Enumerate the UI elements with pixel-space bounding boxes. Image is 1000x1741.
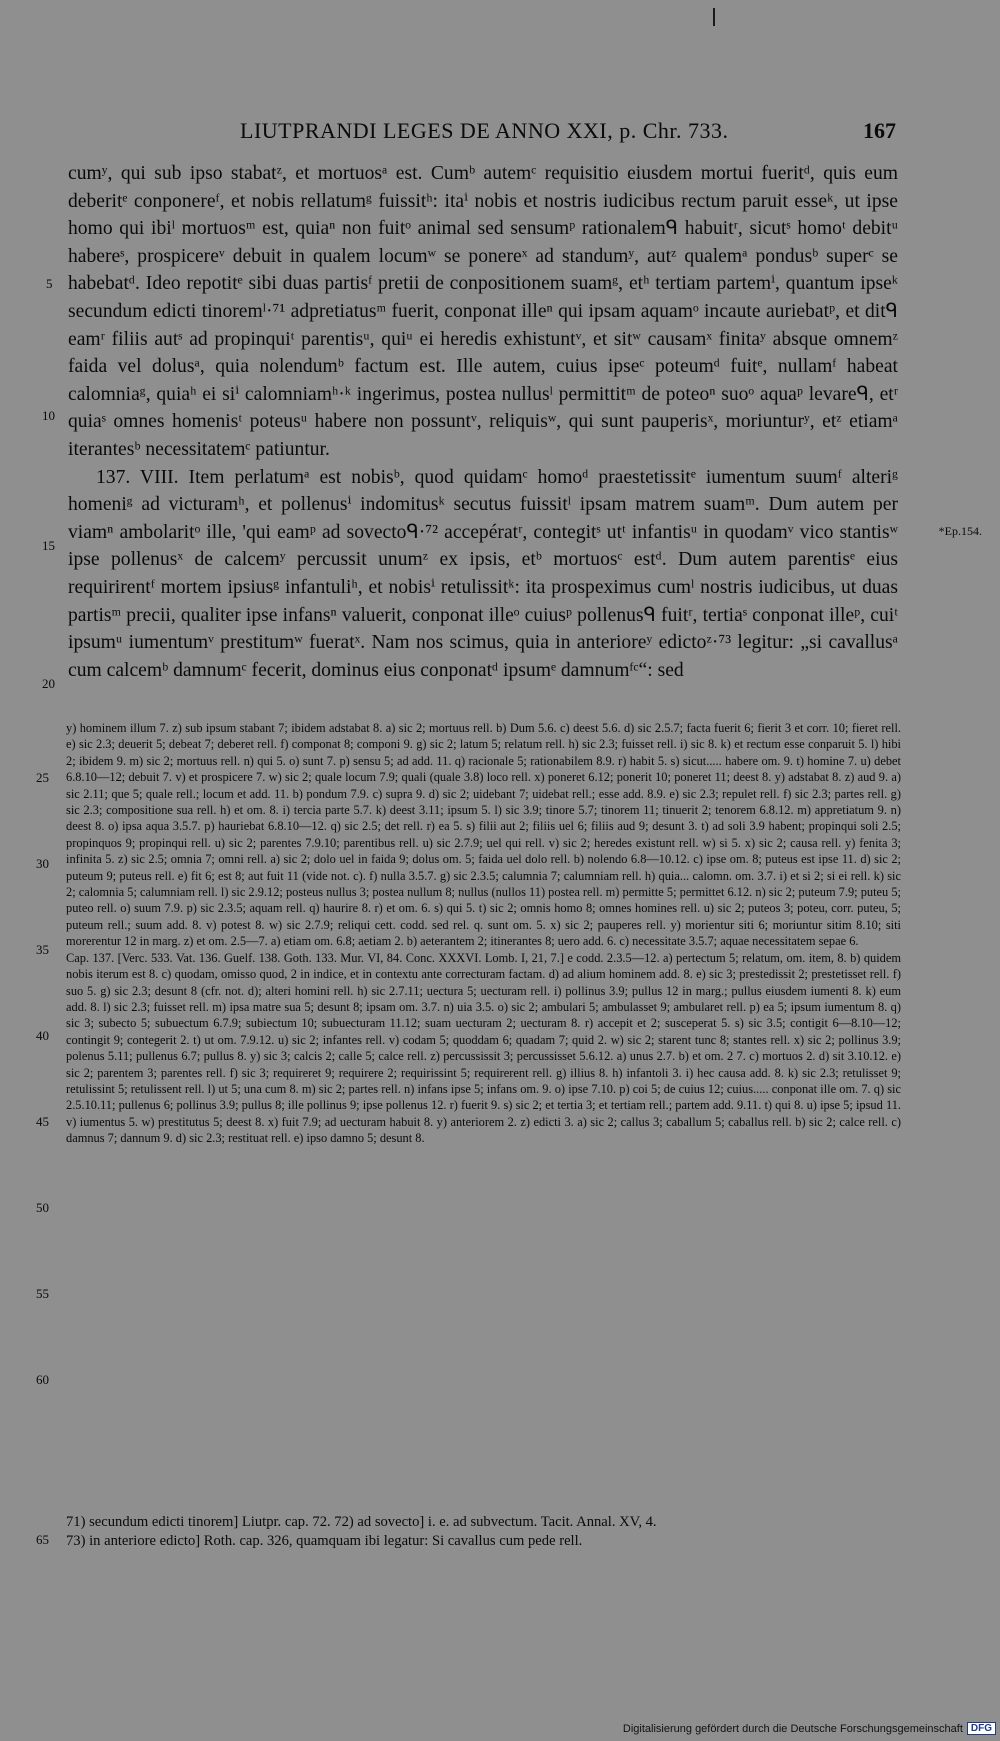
apparatus-chapter-136: y) hominem illum 7. z) sub ipsum stabant 7; ibidem adstabat 8. a) sic 2; mortuus rell. b) Dum 5.6. c) deest 5.6. d) sic 2.5.7; facta fuerit 6; fierit 3 et corr. 10; fieret rell. e) sic 2.3; deuerit 5; debeat 7; deberet rell. f) componat 8; componi 9. g) sic 2; latum 5; relatum rell. h) sic 2.3; fuisset rell. i) sic 8. k) et rectum esse conparuit 5. l) hibi 2; ibidem 9. m) sic 2; mortuus rell. n) qui 5. o) sunt 7. p) sensu 5; ad add. 11. q) racionale 5; rationabilem 8.9. r) habit 5. s) sicut..... habere om. 9. t) homine 7. u) debet 6.8.10—12; debuit 7. v) et prospicere 7. w) sic 2; quale locum 7.9; quali (quale 3.8) loco rell. x) poneret 6.12; ponerit 10; poneret 11; deest 8. y) adstabat 8. z) aud 9. a) sic 2.11; que 5; quale rell.; locum et add. 11. b) pondum 7.9. c) supra 9. d) sic 2; uidebant 7; uidebat rell.; esse add. 8.9. e) sic 2.3; repulet rell. f) sic 2.3; partes rell. g) sic 2.3; compositione sua rell. h) et om. 8. i) tercia parte 5.7. k) deest 3.11; ipsum 5. l) sic 3.9; tinore 5.7; tinorem 11; tinuerit 2; tenorem 6.8.12. m) appretiatum 9. n) deest 8. o) ipsa aqua 3.5.7. p) hauriebat 6.8.10—12. q) sic 2.5; det rell. r) ea 5. s) filii aut 2; filiis uel 6; filiis aud 9; desunt 3. t) ad soli 3.9 habent; propinqui soli 2.5; propinquos 9; propinqui rell. u) sic 2; parentes 7.9.10; parentibus rell. u) sic 2.7.9; uel qui rell. v) sic 2; heredes existunt rell. w) si 5. x) sic 2; causa rell. y) fenita 3; infinita 5. z) sic 2.5; omnia 7; omni rell. a) sic 2; dolo uel in faida 9; dolus om. 5; faida uel dolo rell. b) nolendo 6.8—10.12. c) ipse om. 8; puteus est ipse 11. d) sic 2; puteum 9; puteus rell. e) fit 6; est 8; aut fuit 11 (vide not. c). f) nulla 3.5.7. g) sic 2.3.5; calumnia 7; calumniam rell. h) quia... calomn. om. 3.7. i) et si 2; si ei rell. k) sic 2; calomnia 5; calumniam rell. l) sic 2.9.12; posteus nullus 3; postea nullum 8; nullus (nullos 11) postea rell. m) permitte 5; permittet 6.12. n) sic 2; puteum 7.9; puteu 5; puteo rell. o) suum 7.9. p) sic 2.3.5; aquam rell. q) haurire 8. r) et om. 6. s) qui 5. t) sic 2; omnis homo 8; omnes homines rell. u) sic 2; puteos 3; poteu, corr. puteu, 5; puteum rell.; suum add. 8. v) potest 8. w) sic 2.7.9; reliqui cett. codd. sed rel. q. sunt om. 5. x) sic 2; pauperes rell. y) morientur siti 6; moriuntur sitim 8.10; siti morerentur 12 in marg. z) et om. 2.5—7. a) etiam om. 6.8; aetiam 2. b) aeterantem 2; itinerantes 8; uero add. 6. c) necessitate 3.5.7; aquae necessitatem sepae 6. xyxy=(66,721,901,949)
page-number: 167 xyxy=(863,118,896,143)
line-number: 10 xyxy=(42,408,55,423)
footnotes xyxy=(66,1513,901,1551)
apparatus-chapter-137: Cap. 137. [Verc. 533. Vat. 136. Guelf. 138. Goth. 133. Mur. VI, 84. Conc. XXXVI. Lomb. I, 21, 7.] e codd. 2.3.5—12. a) pertectum 5; relatum, om. item, 8. b) quidem nobis iterum est 8. c) quodam, omisso quod, 2 in indice, et in contextu ante correcturam factam. d) ad alium hominem add. 8. e) sic 3; prestedissit 2; prestetisset rell. f) suo 5. g) sic 2.3; desunt 8 (cfr. not. d); alteri homini rell. h) sic 2.7.11; uectura 5; uecturam rell. i) pollinus 3.9; pullus 12 in marg.; pullus eiusdem iumenti 8. k) eum add. 8. l) sic 2.3; fuisset rell. m) ipsa matre sua 5; desunt 8; ipsam om. 3.7. n) uia 3.5. o) sic 2; ambulari 5; ambulasset 9; ambularet rell. p) ea 5; ipsum iumentum 8. q) sic 3; subecto 5; subuectum 6.7.9; subiectum 10; subuecturam 11.12; suam uecturam 2; uecturam 8. r) accepit et 2; susceperat 5. s) sic 3.5; contigit 6—8.10—12; contingit 9; contegerit 2. t) ut om. 7.9.12. u) sic 2; infantes rell. v) codam 5; quoddam 6; quadam 7; quid 2. w) sic 2; starent tunc 8; stantes rell. x) sic 2; pollinus 3.9; polenus 5.11; pullenus 6.7; pullus 8. y) sic 3; calcis 2; calle 5; calce rell. z) percussissit 3; percussisset 5.6.12. a) unus 2.7. b) et om. 2 7. c) mortuos 2. d) sit 3.10.12. e) sic 2; parentem 3; parentes rell. f) sic 3; requireret 9; requirere 2; requirissint 5; requirerent rell. g) illius 8. h) infantoli 3. i) hec causa add. 8. k) sic 2.3; retulisset 9; retulissint 5; retulissent rell. l) ut 5; una cum 8. m) sic 2; partes rell. n) infans ipse 5; infans om. 9. o) ipse 7.10. p) coi 5; de cuius 12; cuius..... conponat ille om. 7. q) sic 2.5.10.11; pullenus 6; pollinus 3.9; pullus 8; ille pollinus 9; ipse pollenus 12. r) fuerit 9. s) sic 2; et tertia 3; et tertiam rell.; partem add. 9.11. t) qui 8. u) ipse 5; ipsud 11. v) iumentus 5. w) prestitutus 5; deest 8. x) fuit 7.9; ad uecturam habuit 8. y) anteriorem 2. z) edicti 3. a) sic 2; callus 3; caballum 5; caballus rell. b) sic 2; calce rell. c) damnus 7; dannum 9. d) sic 2.3; restituat rell. e) ipso damno 5; desunt 8. xyxy=(66,950,901,1146)
paragraph-continued: cumʸ, qui sub ipso stabatᶻ, et mortuosᵃ est. Cumᵇ autemᶜ requisitio eiusdem mortui fueritᵈ, quis eum deberitᵉ conponereᶠ, et nobis rellatumᵍ fuissitʰ: itaⁱ nobis et nostris iudicibus rectum paruit esseᵏ, ut ipse homo qui ibiˡ mortuosᵐ est, quiaⁿ non fuitᵒ animal sed sensumᵖ rationalemᑫ habuitʳ, sicutˢ homoᵗ debitᵘ habereˢ, prospicereᵛ debuit in qualem locumʷ se ponereˣ ad standumʸ, autᶻ qualemᵃ pondusᵇ superᶜ se habebatᵈ. Ideo repotitᵉ sibi duas partisᶠ pretii de conpositionem suamᵍ, etʰ tertiam partemⁱ, quantum ipseᵏ secundum edicti tinoremˡ·⁷¹ adpretiatusᵐ fuerit, conponat illeⁿ qui ipsam aquamᵒ incaute auriebatᵖ, et ditᑫ eamʳ filiis autˢ ad propinquiᵗ parentisᵘ, quiᵘ ei heredis exhistuntᵛ, et sitʷ causamˣ finitaʸ absque omnemᶻ faida vel dolusᵃ, quia nolendumᵇ factum est. Ille autem, cuius ipseᶜ poteumᵈ fuitᵉ, nullamᶠ habeat calomniaᵍ, quiaʰ ei siⁱ calomniamʰ·ᵏ ingerimus, postea nullusˡ permittitᵐ de poteoⁿ suoᵒ aquaᵖ levareᑫ, etʳ quiaˢ omnes homenisᵗ poteusᵘ habere non possuntᵛ, reliquisʷ, qui sunt pauperisˣ, moriunturʸ, etᶻ etiamᵃ iterantesᵇ necessitatemᶜ patiuntur. xyxy=(68,163,898,460)
footnote-73: 73) in anteriore edicto] Roth. cap. 326, quamquam ibi legatur: Si cavallus cum pede rell. xyxy=(66,1533,583,1549)
line-number: 35 xyxy=(36,942,49,957)
line-number: 15 xyxy=(42,538,55,553)
margin-note: *Ep.154. xyxy=(938,524,982,538)
dfg-logo: DFG xyxy=(967,1722,996,1735)
line-number: 40 xyxy=(36,1028,49,1043)
footnote-71-72: 71) secundum edicti tinorem] Liutpr. cap. 72. 72) ad sovecto] i. e. ad subvectum. Tacit. Annal. XV, 4. xyxy=(66,1514,657,1530)
line-number: 60 xyxy=(36,1372,49,1387)
digitization-credit xyxy=(623,1722,996,1735)
running-title: LIUTPRANDI LEGES DE ANNO XXI, p. Chr. 733. xyxy=(240,118,729,143)
line-number: 5 xyxy=(46,276,53,291)
line-number: 25 xyxy=(36,770,49,785)
line-number: 30 xyxy=(36,856,49,871)
credit-text: Digitalisierung gefördert durch die Deutsche Forschungsgemeinschaft xyxy=(622,1722,963,1735)
critical-apparatus xyxy=(66,720,901,1147)
paragraph-137: 137. VIII. Item perlatumᵃ est nobisᵇ, quod quidamᶜ homoᵈ praestetissitᵉ iumentum suumᶠ alteriᵍ homeniᵍ ad victuramʰ, et pollenusⁱ indomitusᵏ secutus fuissitˡ ipsam matrem suamᵐ. Dum autem per viamⁿ ambolaritᵒ ille, 'qui eamᵖ ad sovectoᑫ·⁷² accepératʳ, contegitˢ utᵗ infantisᵘ in quodamᵛ vico stantisʷ ipse pollenusˣ de calcemʸ percussit unumᶻ ex ipsis, etᵇ mortuosᶜ estᵈ. Dum autem parentisᵉ eius requirirentᶠ mortem ipsiusᵍ infantuliʰ, et nobisⁱ retulissitᵏ: ita prospeximus cumˡ nostris iudicibus, ut duas partisᵐ precii, qualiter ipse infansⁿ valuerit, conponat illeᵒ cuiusᵖ pollenusᑫ fuitʳ, tertiaˢ conponat illeᵖ, cuiᵗ ipsumᵘ iumentumᵛ prestitumʷ fueratˣ. Nam nos scimus, quia in anterioreʸ edictoᶻ·⁷³ legitur: „si cavallusᵃ cum calcemᵇ damnumᶜ fecerit, dominus eius conponatᵈ ipsumᵉ damnumᶠᶜ“: sed xyxy=(68,466,898,681)
line-number: 20 xyxy=(42,676,55,691)
line-number: 50 xyxy=(36,1200,49,1215)
line-number: 55 xyxy=(36,1286,49,1301)
main-text xyxy=(68,160,898,684)
scan-artifact xyxy=(713,8,715,26)
line-number: 65 xyxy=(36,1532,49,1547)
line-number: 45 xyxy=(36,1114,49,1129)
page-header xyxy=(60,118,900,150)
